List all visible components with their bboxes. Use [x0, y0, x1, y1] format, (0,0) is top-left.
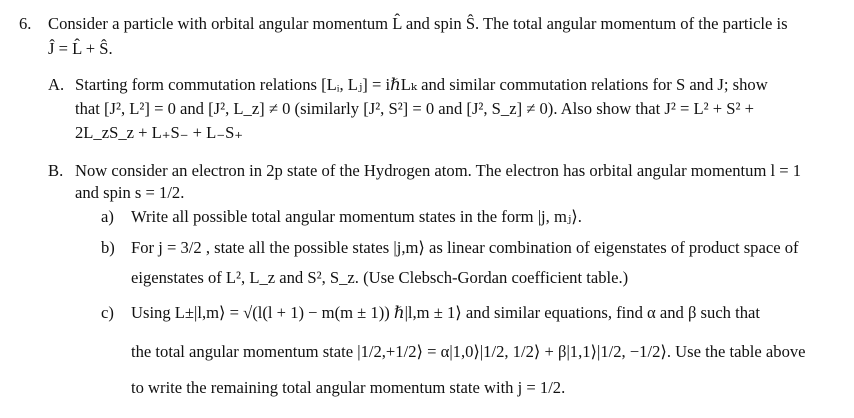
problem-intro-line-1: Consider a particle with orbital angular momentum L̂ and spin Ŝ. The total angular momentum of the particle is	[48, 14, 788, 33]
subpart-a-text: Write all possible total angular momentum states in the form |j, mⱼ⟩.	[131, 207, 582, 226]
problem-intro-line-2: Ĵ = L̂ + Ŝ.	[48, 39, 113, 58]
problem-number: 6.	[19, 14, 32, 33]
part-b-line-2: and spin s = 1/2.	[75, 183, 185, 202]
subpart-c-line-3: to write the remaining total angular momentum state with j = 1/2.	[131, 378, 566, 397]
part-a-line-2: that [J², L²] = 0 and [J², L_z] ≠ 0 (similarly [J², S²] = 0 and [J², S_z] ≠ 0). Also show that J² = L² + S² +	[75, 99, 754, 118]
subpart-b-line-2: eigenstates of L², L_z and S², S_z. (Use Clebsch-Gordan coefficient table.)	[131, 268, 629, 287]
part-b-line-1: Now consider an electron in 2p state of the Hydrogen atom. The electron has orbital angular momentum l = 1	[75, 161, 802, 180]
subpart-b-label: b)	[101, 238, 115, 257]
part-b-label: B.	[48, 161, 64, 180]
subpart-c-label: c)	[101, 303, 114, 322]
part-a-line-3: 2L_zS_z + L₊S₋ + L₋S₊	[75, 123, 244, 142]
subpart-c-line-1: Using L±|l,m⟩ = √(l(l + 1) − m(m ± 1)) ℏ|l,m ± 1⟩ and similar equations, find α and β such that	[131, 303, 761, 322]
part-a-label: A.	[48, 75, 65, 94]
subpart-a-label: a)	[101, 207, 114, 226]
subpart-b-line-1: For j = 3/2 , state all the possible states |j,m⟩ as linear combination of eigenstates of product space of	[131, 238, 799, 257]
part-a-line-1: Starting form commutation relations [Lᵢ, Lⱼ] = iℏLₖ and similar commutation relations for S and J; show	[75, 75, 768, 94]
subpart-c-line-2: the total angular momentum state |1/2,+1/2⟩ = α|1,0⟩|1/2, 1/2⟩ + β|1,1⟩|1/2, −1/2⟩. Use the table above	[131, 342, 806, 361]
